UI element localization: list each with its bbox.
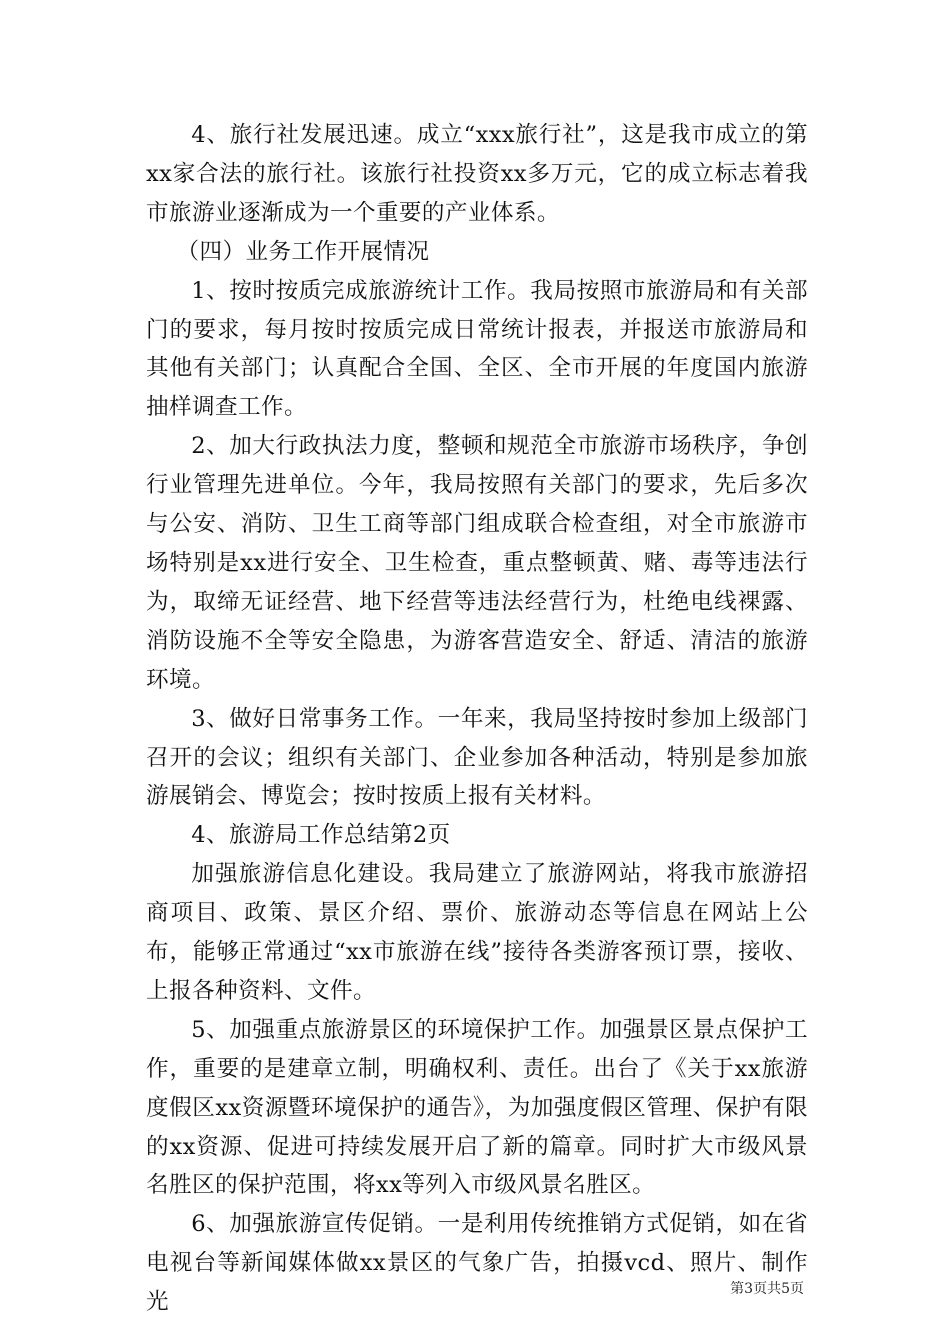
paragraph-law-enforcement: 2、加大行政执法力度，整顿和规范全市旅游市场秩序，争创行业管理先进单位。今年，我局按照有关部门的要求，先后多次与公安、消防、卫生工商等部门组成联合检查组，对全市旅游市场特别是xx进行安全、卫生检查，重点整顿黄、赌、毒等违法行为，取缔无证经营、地下经营等违法经营行为，杜绝电线裸露、消防设施不全等安全隐患，为游客营造安全、舒适、清洁的旅游环境。 bbox=[146, 433, 808, 693]
paragraph-environment-protection: 5、加强重点旅游景区的环境保护工作。加强景区景点保护工作，重要的是建章立制，明确权利、责任。出台了《关于xx旅游度假区xx资源暨环境保护的通告》，为加强度假区管理、保护有限的xx资源、促进可持续发展开启了新的篇章。同时扩大市级风景名胜区的保护范围，将xx等列入市级风景名胜区。 bbox=[146, 1016, 808, 1199]
paragraph-travel-agency: 4、旅行社发展迅速。成立“xxx旅行社”，这是我市成立的第xx家合法的旅行社。该旅行社投资xx多万元，它的成立标志着我市旅游业逐渐成为一个重要的产业体系。 bbox=[146, 122, 808, 226]
page-number-footer: 第3页共5页 bbox=[730, 1281, 804, 1297]
paragraph-daily-affairs: 3、做好日常事务工作。一年来，我局坚持按时参加上级部门召开的会议；组织有关部门、企业参加各种活动，特别是参加旅游展销会、博览会；按时按质上报有关材料。 bbox=[146, 705, 808, 810]
section-heading-business-work: （四）业务工作开展情况 bbox=[176, 238, 430, 265]
paragraph-page-marker: 4、旅游局工作总结第2页 bbox=[191, 822, 451, 849]
paragraph-statistics-work: 1、按时按质完成旅游统计工作。我局按照市旅游局和有关部门的要求，每月按时按质完成日常统计报表，并报送市旅游局和其他有关部门；认真配合全国、全区、全市开展的年度国内旅游抽样调查工作。 bbox=[146, 277, 808, 421]
paragraph-informatization: 加强旅游信息化建设。我局建立了旅游网站，将我市旅游招商项目、政策、景区介绍、票价、旅游动态等信息在网站上公布，能够正常通过“xx市旅游在线”接待各类游客预订票，接收、上报各种资料、文件。 bbox=[146, 861, 808, 1004]
paragraph-promotion: 6、加强旅游宣传促销。一是利用传统推销方式促销，如在省电视台等新闻媒体做xx景区的气象广告，拍摄vcd、照片、制作光 bbox=[146, 1211, 808, 1316]
document-body bbox=[146, 116, 808, 1322]
